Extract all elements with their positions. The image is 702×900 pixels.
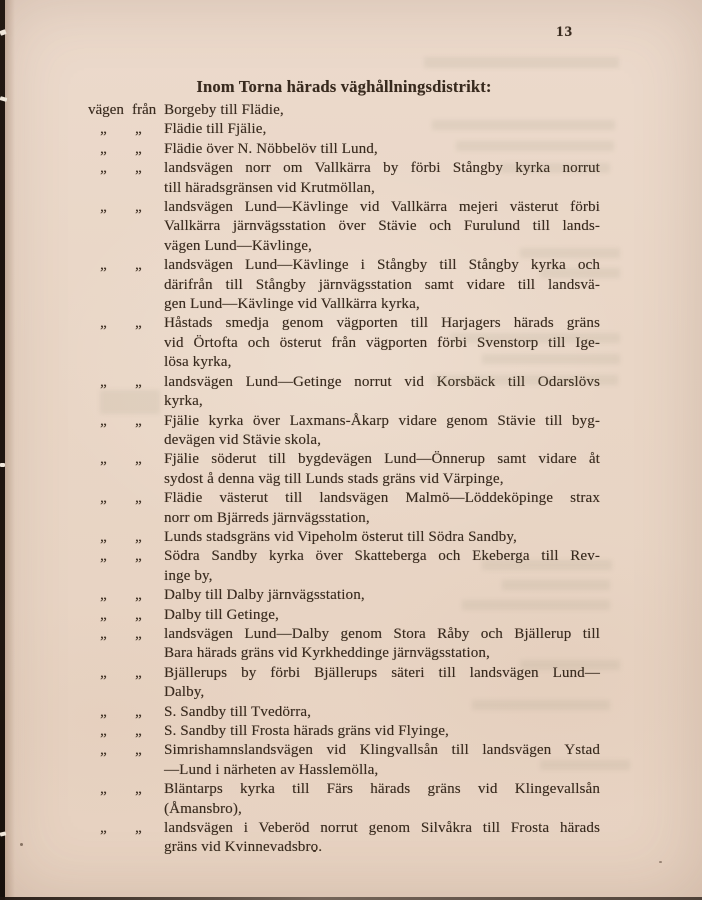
text-line: landsvägen i Veberöd norrut genom Silvåkra till Frosta härads [164, 820, 600, 837]
ditto-mark-1: „ [100, 490, 107, 507]
ditto-mark-2: „ [135, 781, 142, 798]
ditto-mark-2: „ [135, 412, 142, 429]
road-list-item [88, 819, 600, 858]
road-list-item [88, 547, 600, 586]
text-line: (Åmansbro), [164, 800, 242, 817]
ink-bleed-through [424, 57, 619, 68]
text-line: norr om Bjärreds järnvägsstation, [164, 509, 370, 526]
ditto-mark-2: „ [135, 742, 142, 759]
text-line: Dalby till Dalby järnvägsstation, [164, 587, 365, 604]
road-description [164, 450, 600, 489]
road-description [164, 198, 600, 256]
road-description [164, 547, 600, 586]
ditto-mark-1: „ [100, 723, 107, 739]
text-line: landsvägen Lund—Dalby genom Stora Råby och Bjällerup till [164, 625, 600, 642]
edge-notch [0, 463, 5, 467]
ditto-mark-2: „ [135, 528, 142, 545]
ditto-mark-1: „ [100, 373, 107, 390]
text-line: Dalby, [164, 684, 205, 701]
text-line: lösa kyrka, [164, 354, 232, 371]
text-line: Södra Sandby kyrka över Skatteberga och Ekeberga till Rev- [164, 548, 600, 565]
ditto-mark-1: „ [100, 121, 107, 138]
text-line: Flädie västerut till landsvägen Malmö—Löddeköpinge strax [164, 490, 600, 507]
text-line: vid Örtofta och österut från vägporten förbi Svenstorp till Ige- [164, 334, 600, 351]
text-line: landsvägen norr om Vallkärra by förbi Stångby kyrka norrut [164, 160, 600, 177]
road-description [164, 586, 600, 605]
text-line: Håstads smedja genom vägporten till Harjagers härads gräns [164, 315, 600, 332]
road-description [164, 625, 600, 664]
road-list-item [88, 159, 600, 198]
text-line: vägen Lund—Kävlinge, [164, 237, 312, 254]
page-number: 13 [556, 24, 573, 40]
ditto-mark-1: „ [100, 625, 107, 642]
section-heading: Inom Torna härads väghållningsdistrikt: [196, 77, 492, 96]
text-line: Fjälie söderut till bygdevägen Lund—Önnerup samt vidare åt [164, 451, 600, 468]
road-description [164, 664, 600, 703]
ditto-mark-2: „ [135, 703, 142, 720]
ditto-mark-2: „ [135, 490, 142, 507]
road-list-item [88, 722, 600, 741]
road-description [164, 489, 600, 528]
ditto-mark-2: „ [135, 548, 142, 565]
road-list-item [88, 412, 600, 451]
text-line: landsvägen Lund—Kävlinge vid Vallkärra mejeri västerut förbi [164, 199, 600, 216]
ditto-mark-1: „ [100, 587, 107, 604]
text-line: landsvägen Lund—Getinge norrut vid Korsbäck till Odarslövs [164, 373, 600, 390]
paper-speck [659, 861, 662, 863]
road-description [164, 722, 600, 741]
road-description [164, 528, 600, 547]
road-list-item [88, 780, 600, 819]
text-line: gräns vid Kvinnevadsbro. [164, 839, 323, 856]
ditto-mark-1: „ [100, 528, 107, 545]
road-list-item [88, 314, 600, 372]
ditto-mark-1: „ [100, 199, 107, 216]
ditto-mark-1: „ [100, 548, 107, 565]
ditto-mark-2: „ [135, 373, 142, 390]
ditto-mark-2: „ [135, 451, 142, 468]
ditto-mark-1: „ [100, 412, 107, 429]
ditto-mark-1: „ [100, 140, 107, 157]
road-description [164, 314, 600, 372]
ditto-mark-1: „ [100, 664, 107, 681]
ditto-mark-1: „ [100, 315, 107, 332]
ditto-mark-2: „ [135, 140, 142, 157]
road-list-item [88, 528, 600, 547]
text-line: till häradsgränsen vid Krutmöllan, [164, 179, 375, 196]
text-line: Bara härads gräns vid Kyrkheddinge järnvägsstation, [164, 645, 490, 662]
ditto-mark-2: „ [135, 121, 142, 138]
ditto-mark-1: „ [100, 703, 107, 720]
ditto-mark-2: „ [135, 257, 142, 274]
paper-speck [20, 843, 23, 846]
text-line: därifrån till Stångby järnvägsstation samt vidare till landsvä- [164, 276, 600, 293]
ditto-mark-2: „ [135, 723, 142, 739]
road-description [164, 120, 600, 139]
ditto-mark-1: „ [100, 606, 107, 623]
ditto-mark-2: „ [135, 199, 142, 216]
text-line: Bjällerups by förbi Bjällerups säteri till landsvägen Lund— [164, 664, 600, 681]
road-list-item [88, 606, 600, 625]
text-line: inge by, [164, 567, 213, 584]
text-line: sydost å denna väg till Lunds stads gräns vid Värpinge, [164, 470, 504, 487]
ditto-mark-1: „ [100, 820, 107, 837]
road-description [164, 159, 600, 198]
road-description [164, 140, 600, 159]
text-line: Borgeby till Flädie, [164, 102, 284, 118]
ditto-mark-2: „ [135, 587, 142, 604]
road-list-item [88, 586, 600, 605]
text-line: —Lund i närheten av Hasslemölla, [164, 761, 379, 778]
road-description [164, 703, 600, 722]
text-line: S. Sandby till Tvedörra, [164, 703, 312, 720]
ditto-mark-2: „ [135, 664, 142, 681]
text-line: landsvägen Lund—Kävlinge i Stångby till Stångby kyrka och [164, 257, 600, 274]
ditto-mark-1: „ [100, 257, 107, 274]
road-list-item [88, 140, 600, 159]
road-list-item [88, 489, 600, 528]
text-line: Flädie till Fjälie, [164, 121, 267, 138]
lead-word-fran: från [132, 102, 157, 118]
ditto-mark-1: „ [100, 451, 107, 468]
ditto-mark-2: „ [135, 606, 142, 623]
text-line: Fjälie kyrka över Laxmans-Åkarp vidare genom Stävie till byg- [164, 412, 600, 429]
road-description [164, 373, 600, 412]
ditto-mark-2: „ [135, 820, 142, 837]
road-description [164, 819, 600, 858]
text-line: Dalby till Getinge, [164, 606, 279, 623]
ditto-mark-1: „ [100, 160, 107, 177]
text-line: S. Sandby till Frosta härads gräns vid Flyinge, [164, 723, 449, 739]
scan-left-edge-shadow [5, 0, 15, 900]
road-list-item [88, 120, 600, 139]
road-description [164, 412, 600, 451]
road-list-item [88, 373, 600, 412]
road-list-item [88, 450, 600, 489]
road-description [164, 741, 600, 780]
ditto-mark-2: „ [135, 315, 142, 332]
text-line: Bläntarps kyrka till Färs härads gräns vid Klingevallsån [164, 781, 600, 798]
road-description [164, 101, 600, 120]
road-description [164, 780, 600, 819]
text-line: kyrka, [164, 393, 203, 410]
ditto-mark-1: „ [100, 781, 107, 798]
road-description [164, 606, 600, 625]
ditto-mark-2: „ [135, 160, 142, 177]
road-list-item [88, 101, 600, 120]
road-list-item [88, 741, 600, 780]
road-list-item [88, 664, 600, 703]
text-line: devägen vid Stävie skola, [164, 431, 322, 448]
road-list-item [88, 256, 600, 314]
road-list-item [88, 625, 600, 664]
road-description [164, 256, 600, 314]
lead-word-vagen: vägen [88, 102, 124, 118]
text-line: Flädie över N. Nöbbelöv till Lund, [164, 140, 378, 157]
text-line: gen Lund—Kävlinge vid Vallkärra kyrka, [164, 296, 420, 313]
text-line: Vallkärra järnvägsstation över Stävie och Furulund till lands- [164, 218, 600, 235]
road-list [88, 101, 600, 858]
road-list-item [88, 703, 600, 722]
road-list-item [88, 198, 600, 256]
ditto-mark-2: „ [135, 625, 142, 642]
text-line: Lunds stadsgräns vid Vipeholm österut till Södra Sandby, [164, 528, 517, 545]
ditto-mark-1: „ [100, 742, 107, 759]
text-line: Simrishamnslandsvägen vid Klingvallsån till landsvägen Ystad [164, 742, 600, 759]
